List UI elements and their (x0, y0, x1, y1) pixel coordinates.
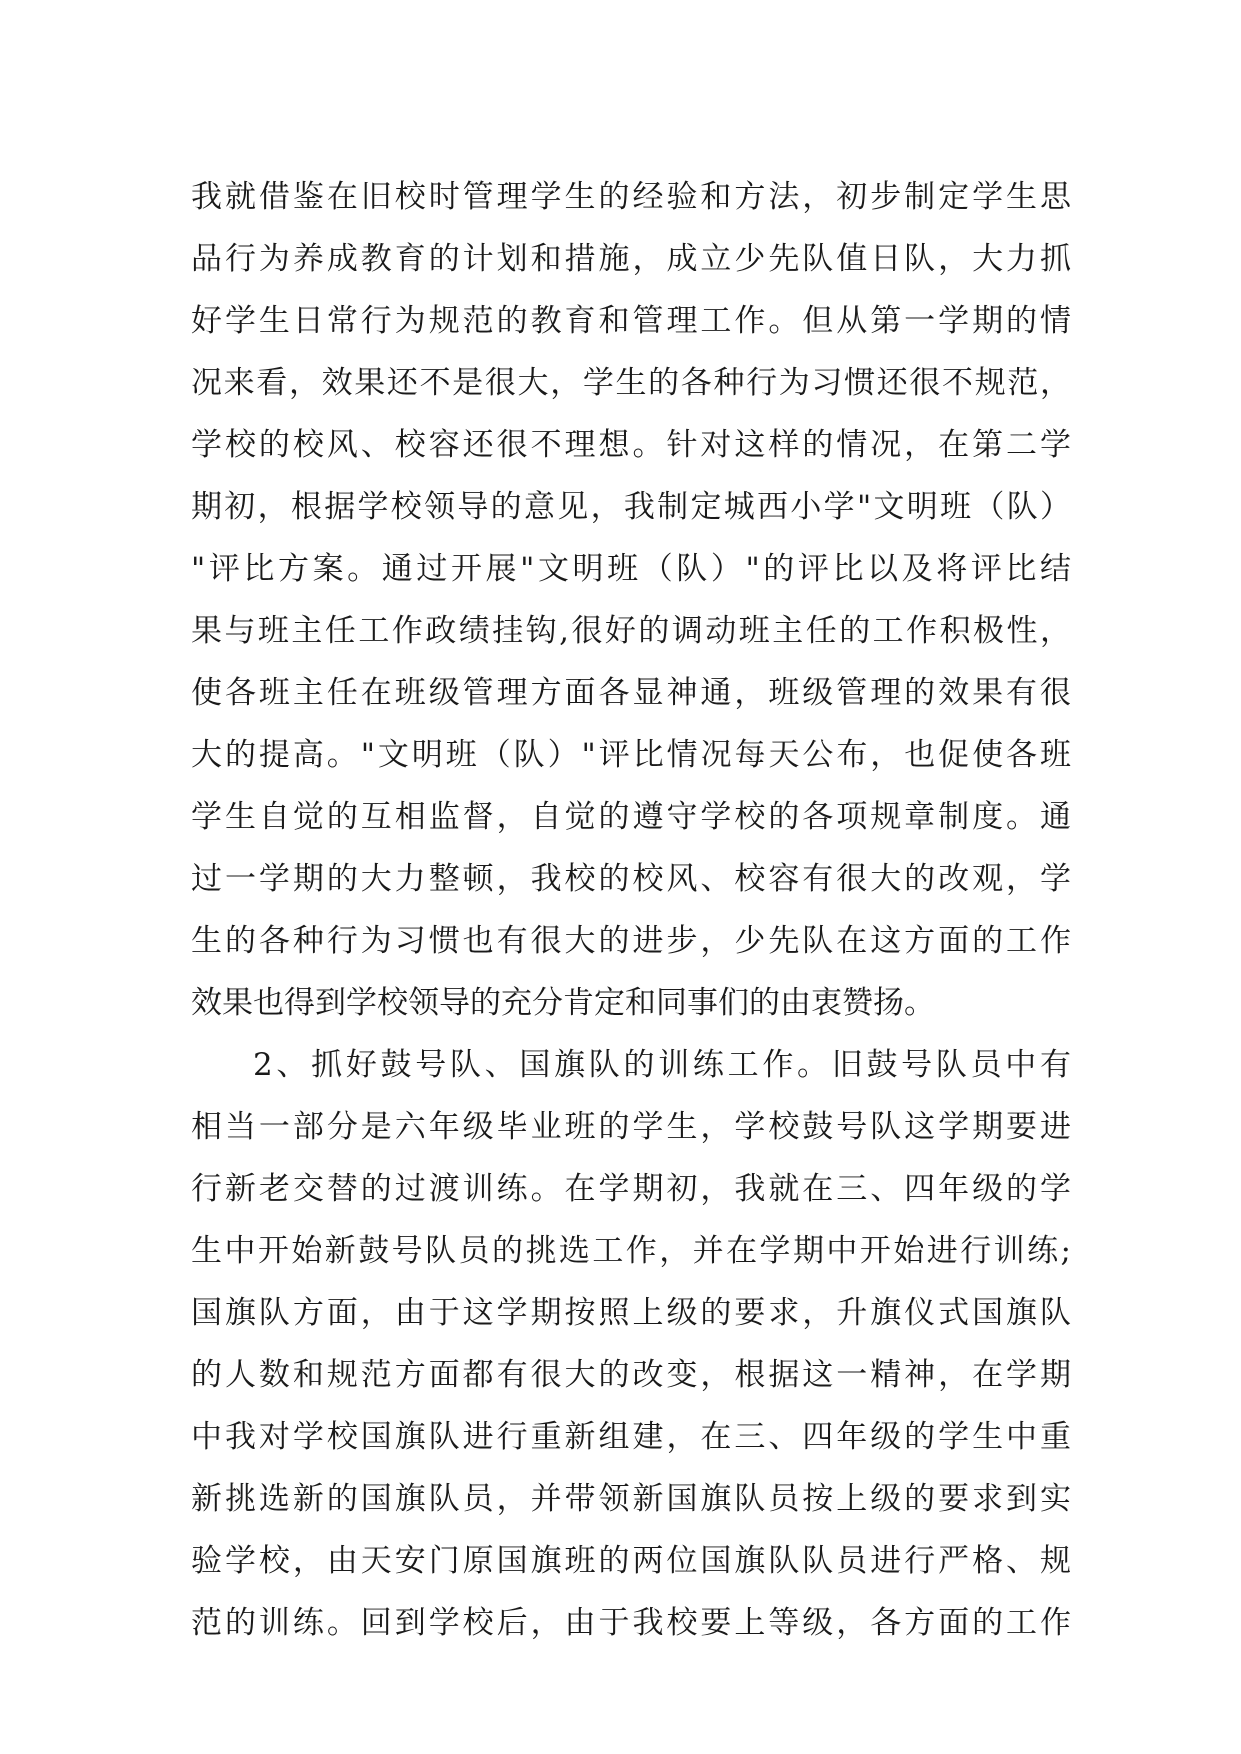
text-line: 范的训练。回到学校后，由于我校要上等级，各方面的工作 (191, 1605, 1071, 1641)
text-line: "评比方案。通过开展"文明班（队）"的评比以及将评比结 (191, 551, 1071, 587)
text-line: 况来看，效果还不是很大，学生的各种行为习惯还很不规范， (191, 365, 1071, 401)
text-line: 大的提高。"文明班（队）"评比情况每天公布，也促使各班 (191, 737, 1071, 773)
text-line: 过一学期的大力整顿，我校的校风、校容有很大的改观，学 (191, 861, 1071, 897)
paragraph-start-line: 2、抓好鼓号队、国旗队的训练工作。旧鼓号队员中有 (253, 1047, 1071, 1083)
body-text (191, 166, 1071, 1654)
text-line: 果与班主任工作政绩挂钩,很好的调动班主任的工作积极性， (191, 613, 1071, 649)
text-line: 品行为养成教育的计划和措施，成立少先队值日队，大力抓 (191, 241, 1071, 277)
text-line: 生的各种行为习惯也有很大的进步，少先队在这方面的工作 (191, 923, 1071, 959)
text-line: 国旗队方面，由于这学期按照上级的要求，升旗仪式国旗队 (191, 1295, 1071, 1331)
text-line: 相当一部分是六年级毕业班的学生，学校鼓号队这学期要进 (191, 1109, 1071, 1145)
text-line: 的人数和规范方面都有很大的改变，根据这一精神，在学期 (191, 1357, 1071, 1393)
text-line: 使各班主任在班级管理方面各显神通，班级管理的效果有很 (191, 675, 1071, 711)
text-line: 中我对学校国旗队进行重新组建，在三、四年级的学生中重 (191, 1419, 1071, 1455)
text-line: 学生自觉的互相监督，自觉的遵守学校的各项规章制度。通 (191, 799, 1071, 835)
text-line: 验学校，由天安门原国旗班的两位国旗队队员进行严格、规 (191, 1543, 1071, 1579)
text-line: 新挑选新的国旗队员，并带领新国旗队员按上级的要求到实 (191, 1481, 1071, 1517)
text-line: 好学生日常行为规范的教育和管理工作。但从第一学期的情 (191, 303, 1071, 339)
text-line: 行新老交替的过渡训练。在学期初，我就在三、四年级的学 (191, 1171, 1071, 1207)
text-line: 学校的校风、校容还很不理想。针对这样的情况，在第二学 (191, 427, 1071, 463)
paragraph-end-line: 效果也得到学校领导的充分肯定和同事们的由衷赞扬。 (191, 985, 935, 1021)
text-line: 我就借鉴在旧校时管理学生的经验和方法，初步制定学生思 (191, 179, 1071, 215)
text-line: 期初，根据学校领导的意见，我制定城西小学"文明班（队） (191, 489, 1071, 525)
text-line: 生中开始新鼓号队员的挑选工作，并在学期中开始进行训练; (191, 1233, 1071, 1269)
